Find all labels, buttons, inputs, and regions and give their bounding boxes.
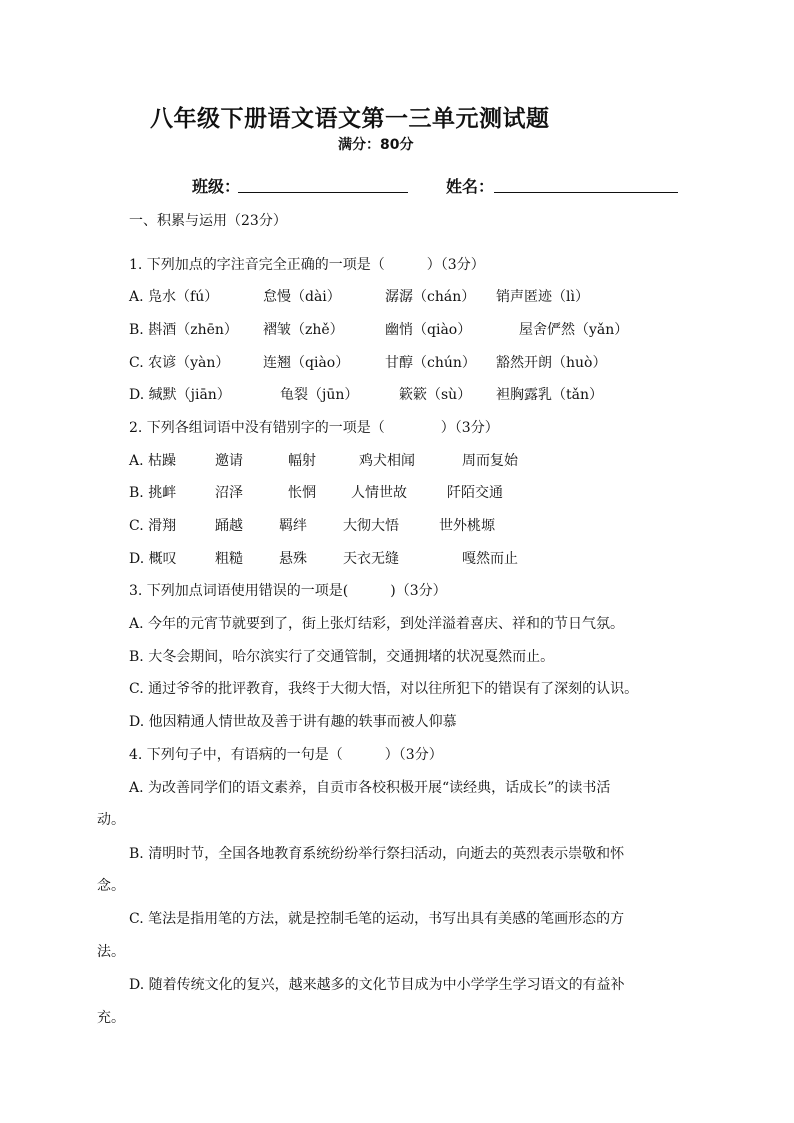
q4-option-d[interactable]: D. 随着传统文化的复兴，越来越多的文化节目成为中小学学生学习语文的有益补	[129, 977, 625, 993]
q4-option-a-cont: 动。	[97, 812, 125, 828]
q2-stem: 2. 下列各组词语中没有错别字的一项是（ ）（3分）	[129, 420, 499, 436]
class-label: 班级：	[192, 177, 241, 196]
q4-option-b-cont: 念。	[97, 878, 125, 894]
q3-option-a[interactable]: A. 今年的元宵节就要到了，街上张灯结彩，到处洋溢着喜庆、祥和的节日气氛。	[129, 616, 625, 632]
q4-option-a[interactable]: A. 为改善同学们的语文素养，自贡市各校积极开展“读经典，话成长”的读书活	[129, 780, 611, 796]
class-blank[interactable]	[238, 192, 408, 193]
q4-option-d-cont: 充。	[97, 1010, 125, 1026]
q4-option-c[interactable]: C. 笔法是指用笔的方法，就是控制毛笔的运动，书写出具有美感的笔画形态的方	[129, 911, 625, 927]
q3-option-d[interactable]: D. 他因精通人情世故及善于讲有趣的轶事而被人仰慕	[129, 714, 457, 730]
q1-stem: 1. 下列加点的字注音完全正确的一项是（ ）（3分）	[129, 257, 485, 273]
q4-option-c-cont: 法。	[97, 944, 125, 960]
q3-stem: 3. 下列加点词语使用错误的一项是( )（3分）	[129, 583, 447, 599]
name-label: 姓名：	[446, 177, 495, 196]
full-score: 满分：80分	[338, 137, 414, 153]
q4-option-b[interactable]: B. 清明时节，全国各地教育系统纷纷举行祭扫活动，向逝去的英烈表示崇敬和怀	[129, 846, 625, 862]
q4-stem: 4. 下列句子中，有语病的一句是（ ）（3分）	[129, 747, 443, 763]
q3-option-c[interactable]: C. 通过爷爷的批评教育，我终于大彻大悟，对以往所犯下的错误有了深刻的认识。	[129, 681, 639, 697]
section-heading: 一、积累与运用（23分）	[129, 213, 287, 229]
q3-option-b[interactable]: B. 大冬会期间，哈尔滨实行了交通管制，交通拥堵的状况戛然而止。	[129, 649, 555, 665]
exam-title: 八年级下册语文语文第一三单元测试题	[150, 106, 550, 132]
name-blank[interactable]	[494, 192, 678, 193]
